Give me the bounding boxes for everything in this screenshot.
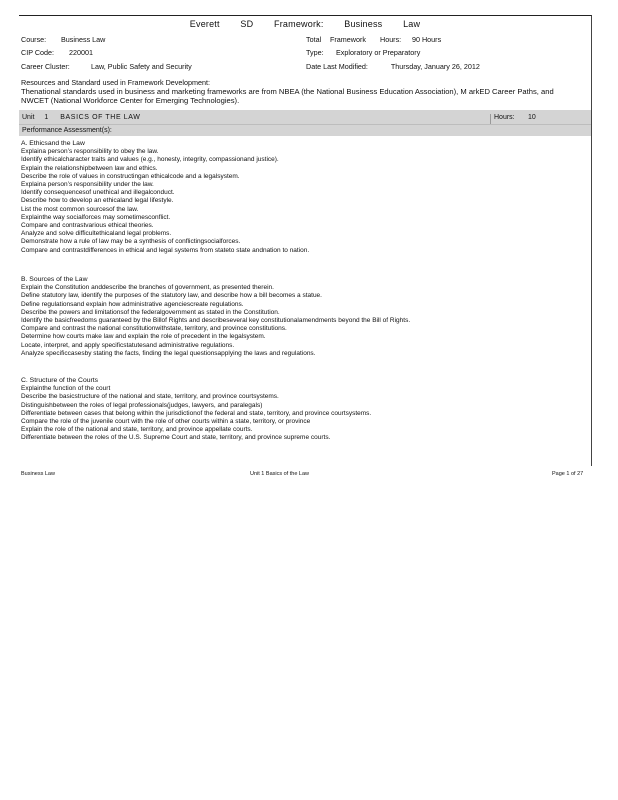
- list-item: Explain the Constitution anddescribe the branches of government, as presented therein.: [21, 284, 274, 292]
- list-item: Define regulationsand explain how administrative agenciescreate regulations.: [21, 300, 244, 308]
- type-value: Exploratory or Preparatory: [336, 48, 421, 57]
- district-name: SD: [240, 19, 254, 29]
- type-row: [306, 48, 420, 57]
- section-ethics: [21, 140, 586, 255]
- framework-title: [19, 19, 591, 29]
- list-item: Identify ethicalcharacter traits and values (e.g., honesty, integrity, compassionand justice).: [21, 156, 279, 164]
- modified-value: Thursday, January 26, 2012: [390, 62, 480, 71]
- cluster-label: Career Cluster:: [21, 62, 70, 71]
- list-item: Identify the basicfreedoms guaranteed by the Billof Rights and describeseveral key constitutionalamendments beyond the Bill of Rights.: [21, 317, 411, 325]
- list-item: Demonstrate how a rule of law may be a synthesis of conflictingsocialforces.: [21, 238, 241, 246]
- subject-word-1: Business: [344, 19, 383, 29]
- assessment-label: Performance Assessment(s):: [22, 127, 112, 134]
- list-item: Compare and contrastvarious ethical theories.: [21, 222, 154, 230]
- unit-hours-value: 10: [528, 114, 536, 121]
- hours-label: Hours:: [380, 35, 402, 44]
- cluster-row: [21, 62, 192, 71]
- hours-row: [306, 35, 441, 44]
- list-item: Locate, interpret, and apply specificstatutesand administrative regulations.: [21, 341, 235, 349]
- list-item: Explain the role of the national and state, territory, and province appellate courts.: [21, 426, 253, 434]
- list-item: Differentiate between cases that belong within the jurisdictionof the federal and state, territory, and province courtsystems.: [21, 409, 372, 417]
- section-sources: [21, 276, 586, 358]
- modified-label: Date Last Modified:: [306, 62, 368, 71]
- list-item: Analyze and solve difficultethicaland legal problems.: [21, 230, 172, 238]
- list-item: Explain the relationshipbetween law and ethics.: [21, 164, 158, 172]
- section-heading: C. Structure of the Courts: [21, 377, 99, 384]
- unit-label: Unit: [22, 114, 35, 121]
- type-label: Type:: [306, 48, 324, 57]
- framework-label: Framework:: [274, 19, 324, 29]
- unit-number: 1: [44, 114, 49, 121]
- cip-value: 220001: [69, 48, 93, 57]
- cip-label: CIP Code:: [21, 48, 55, 57]
- unit-header-bar: [19, 110, 591, 136]
- section-heading: A. Ethicsand the Law: [21, 140, 85, 147]
- modified-row: [306, 62, 480, 71]
- list-item: Explainthe way socialforces may sometimesconflict.: [21, 213, 171, 221]
- list-item: Analyze specificcasesby stating the facts, finding the legal questionsapplying the laws and regulations.: [21, 349, 316, 357]
- course-row: [21, 35, 105, 44]
- list-item: Describe the role of values in constructingan ethicalcode and a legalsystem.: [21, 172, 240, 180]
- list-item: Distinguishbetween the roles of legal professionals(judges, lawyers, and paralegals): [21, 401, 263, 409]
- hours-value: 90 Hours: [412, 35, 442, 44]
- total-label: Total: [306, 35, 322, 44]
- course-value: Business Law: [61, 35, 106, 44]
- list-item: Compare the role of the juvenile court with the role of other courts within a state, territory, or province: [21, 418, 311, 426]
- footer-page-number: Page 1 of 27: [552, 471, 584, 477]
- list-item: Identify consequencesof unethical and illegalconduct.: [21, 189, 175, 197]
- framework-word: Framework: [330, 35, 366, 44]
- cip-row: [21, 48, 93, 57]
- list-item: Explaina person’s responsibility under the law.: [21, 181, 154, 189]
- section-courts: [21, 377, 586, 443]
- document-page: [19, 15, 592, 477]
- footer-course: Business Law: [21, 471, 55, 477]
- org-name: Everett: [189, 19, 220, 29]
- list-item: Describe the powers and limitationsof the federalgovernment as stated in the Constitution.: [21, 308, 280, 316]
- list-item: Compare and contrast the national constitutionwithstate, territory, and province constitutions.: [21, 325, 287, 333]
- unit-title-row: [22, 114, 140, 121]
- list-item: Explainthe function of the court: [21, 385, 111, 393]
- unit-bar-divider: [19, 124, 591, 125]
- cluster-value: Law, Public Safety and Security: [91, 62, 192, 71]
- standards-intro: Thenational standards used in business and marketing frameworks are from NBEA (the National Business Education Association), M arkED Career Paths, and NWCET (National Workforce Center for Emerging Technologies).: [21, 87, 554, 106]
- list-item: List the most common sourcesof the law.: [21, 205, 139, 213]
- unit-title: BASICS OF THE LAW: [60, 114, 141, 121]
- list-item: Describe the basicstructure of the national and state, territory, and province courtsystems.: [21, 393, 279, 401]
- unit-hours-label: Hours:: [490, 114, 515, 124]
- list-item: Define statutory law, identify the purposes of the statutory law, and describe how a bill becomes a statue.: [21, 292, 322, 300]
- footer-unit: Unit 1 Basics of the Law: [250, 471, 310, 477]
- list-item: Explaina person’s responsibility to obey the law.: [21, 148, 159, 156]
- section-heading: B. Sources of the Law: [21, 276, 88, 283]
- course-label: Course:: [21, 35, 47, 44]
- list-item: Determine how courts make law and explain the role of precedent in the legalsystem.: [21, 333, 266, 341]
- resources-label: Resources and Standard used in Framework Development:: [21, 78, 210, 87]
- list-item: Differentiate between the roles of the U.S. Supreme Court and state, territory, and province supreme courts.: [21, 434, 331, 442]
- list-item: Compare and contrastdifferences in ethical and legal systems from stateto state andnation to nation.: [21, 246, 310, 254]
- subject-word-2: Law: [403, 19, 421, 29]
- list-item: Describe how to develop an ethicaland legal lifestyle.: [21, 197, 174, 205]
